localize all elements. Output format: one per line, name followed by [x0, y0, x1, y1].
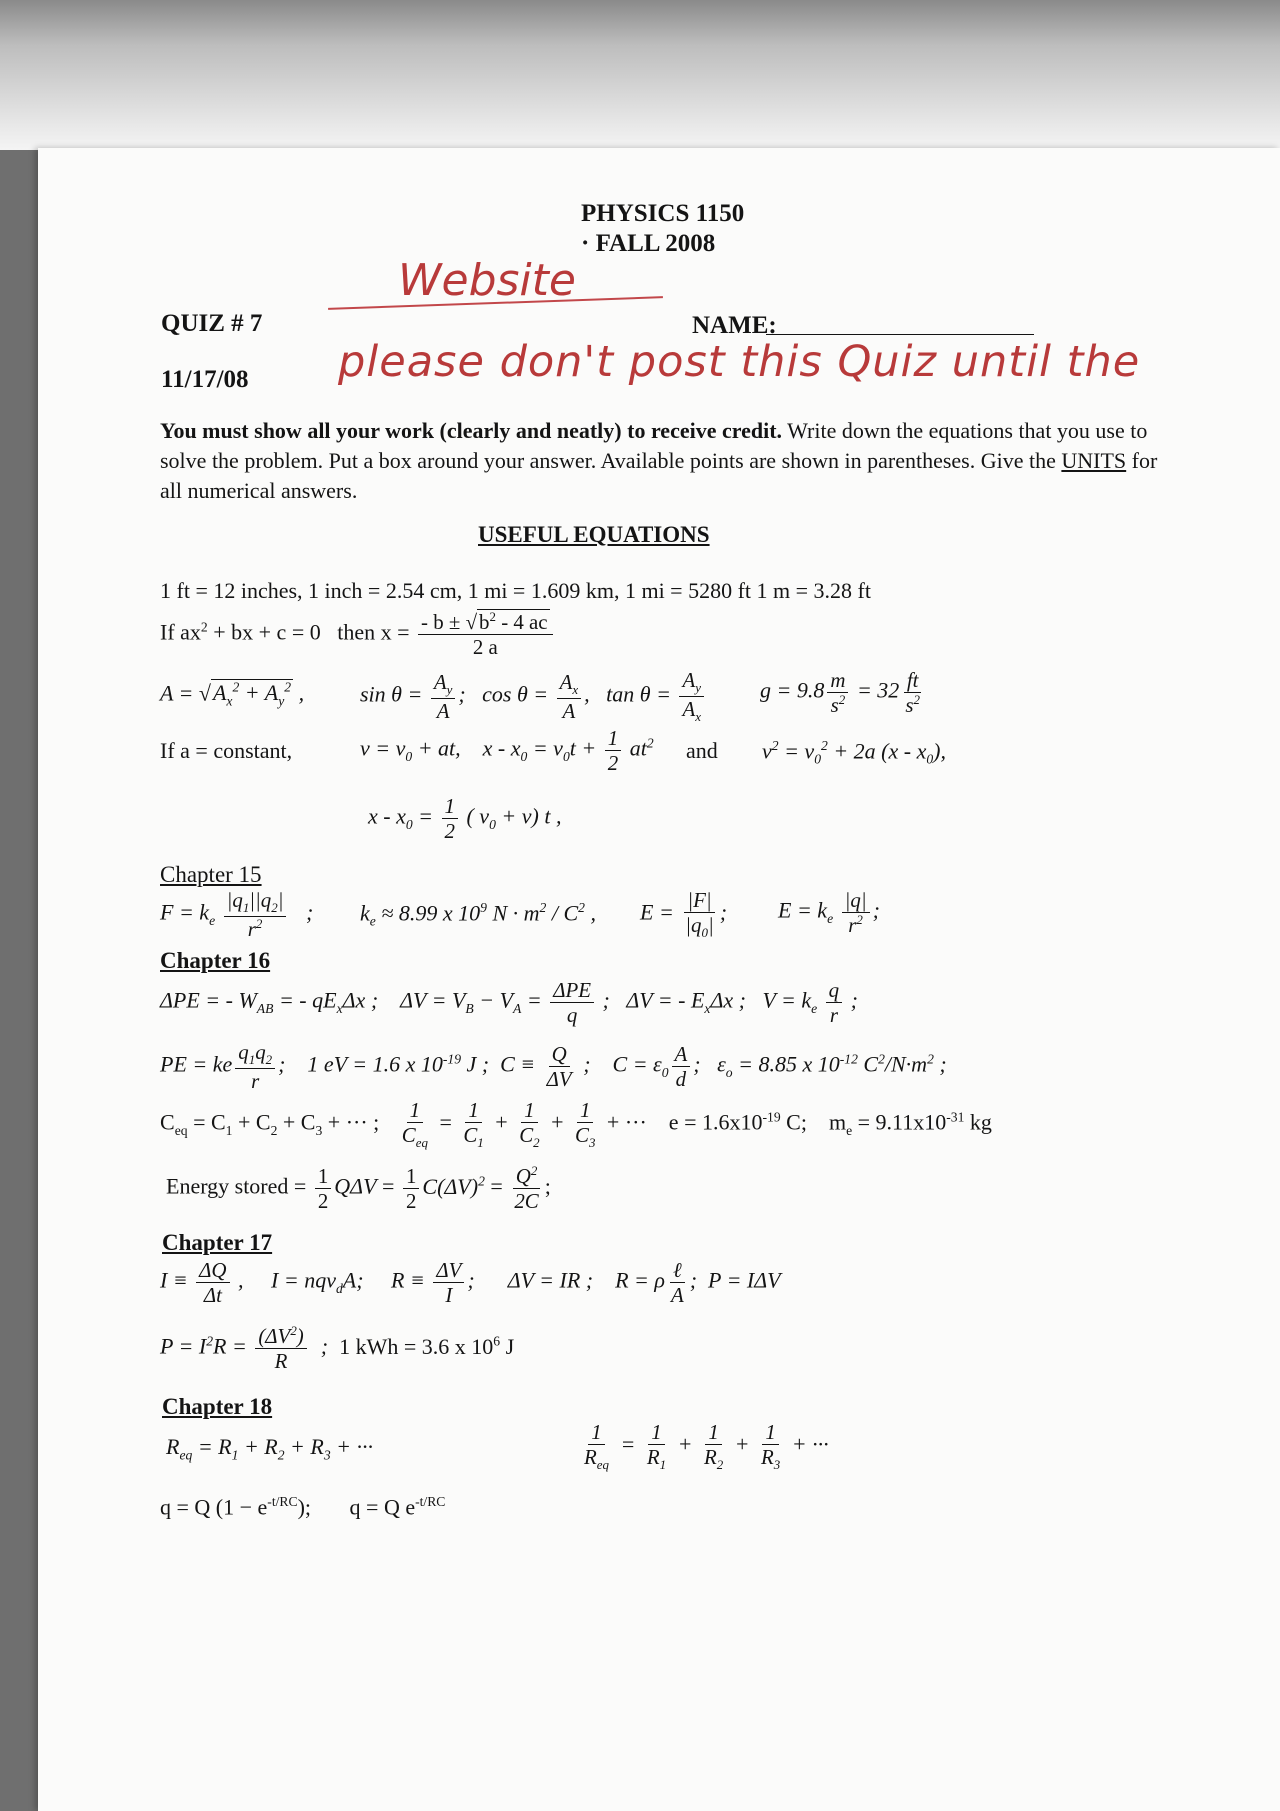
if-quad-text: If ax [160, 619, 201, 645]
velocity-squared-equation: $v^2 = v_0^2 + 2a$ $(x - x_0)$, [762, 738, 946, 767]
instructions-text1: Write down the equations that you use to solve the problem. Put a box around your answer. Available points are shown in parentheses. Give the [160, 418, 1148, 473]
capacitors-combination: $C_{eq} = C_1 + C_2 + C_3$ + ··· ; $\frac{1}{C_{eq}}$ = $\frac{1}{C_1}$ + $\frac{1}{C_2}$ + $\frac{1}{C_3}$ + ··· $e = 1.6x10^{-19}$ C; $m_e = 9.11x10^{-31}$ kg [160, 1098, 992, 1151]
kinematics-equations: $v = v_0$ + at, $x - x_0 = v_0t$ + $\frac{1}{2}$ $at^2$ [360, 726, 654, 776]
course-title: PHYSICS 1150 [581, 200, 745, 227]
resistors-parallel: $\frac{1}{R_{eq}}$ = $\frac{1}{R_1}$ + $\frac{1}{R_2}$ + $\frac{1}{R_3}$ + ··· [584, 1420, 829, 1473]
rc-charging-equations: q = Q $(1 - e^{-t/RC})$; q = Q $e^{-t/RC}$ [160, 1494, 446, 1520]
useful-equations-title: USEFUL EQUATIONS [478, 522, 710, 547]
gravity-equation: g = 9.8 $\frac{m}{s^2}$ = 32 $\frac{ft}{s^2}$ [760, 668, 920, 718]
coulomb-constant: $k_e \approx 8.99$ x $10^9$ $N \cdot m^2 / C^2$ , [360, 900, 596, 929]
then-text: then x = [337, 619, 410, 645]
and-text: and [686, 738, 718, 763]
term-text: FALL 2008 [595, 230, 716, 257]
scanner-background [0, 0, 1280, 150]
unit-conversions: 1 ft = 12 inches, 1 inch = 2.54 cm, 1 mi = 1.609 km, 1 mi = 5280 ft 1 m = 3.28 ft [160, 578, 871, 603]
electric-field-definition: E = $\frac{|F|}{|q_0|}$ ; [640, 888, 728, 941]
quiz-number: QUIZ # 7 [161, 310, 263, 337]
instructions [160, 416, 1160, 506]
term [581, 230, 715, 259]
name-label: NAME: [692, 312, 777, 339]
handwritten-website: Website [398, 255, 576, 306]
handwritten-note: please don't post this Quiz until the [338, 337, 1141, 387]
if-const-text: If a = constant, [160, 738, 293, 763]
instructions-text2: for all numerical answers. [160, 448, 1158, 503]
energy-stored-equation: Energy stored = $\frac{1}{2}$ QΔV = $\frac{1}{2}$ $C(\Delta V)^2$ = $\frac{Q^2}{2C}$ ; [166, 1163, 551, 1214]
constant-acceleration-label [160, 738, 292, 763]
instructions-bold: You must show all your work (clearly and neatly) to receive credit. [160, 418, 783, 443]
term-dot: · [581, 230, 596, 257]
current-equations: I ≡ $\frac{\Delta Q}{\Delta t}$ , I = nqv$_d$A; R ≡ $\frac{\Delta V}{I}$ ; ΔV = IR ; R = ρ $\frac{\text{ℓ}}{A}$ ; P = IΔV [160, 1258, 781, 1308]
power-equation: $P = I^2R$ = $\frac{(\Delta V^2)}{R}$ ; 1 kWh = 3.6 x $10^6$ J [160, 1323, 515, 1374]
coulombs-law: $F = k_e$ $\frac{|q_1||q_2|}{r^2}$ ; [160, 888, 314, 942]
quadratic-formula: If $ax^2$ + bx + c = 0 then x = $\frac{- b \pm √b^2 - 4 ac}{2 a}$ [160, 610, 556, 659]
capacitance-equations: PE = ke $\frac{q_1q_2}{r}$ ; 1 eV = 1.6 x $10^{-19}$ J ; C ≡ $\frac{Q}{\Delta V}$ ; $C = \varepsilon_0$ $\frac{A}{d}$ ; $\varepsilon_o = 8.85$ x $10^{-12}$ $C^2/N\cdot m^2$ ; [160, 1040, 947, 1094]
quiz-page [38, 148, 1280, 1811]
name-line [766, 334, 1034, 335]
chapter-16-heading: Chapter 16 [160, 948, 271, 973]
trig-equations: sin θ = $\frac{A_y}{A}$ ; cos θ = $\frac{A_x}{A}$ , tan θ = $\frac{A_y}{A_x}$ [360, 668, 707, 725]
point-charge-field: $E = k_e$ $\frac{|q|}{r^2}$ ; [778, 888, 880, 938]
vector-magnitude: $A = √A_x^2 + A_y^2$ , [160, 680, 305, 709]
quiz-date: 11/17/08 [161, 366, 249, 393]
energy-stored-text: Energy stored = [166, 1173, 307, 1199]
chapter-15-heading: Chapter 15 [160, 862, 262, 887]
chapter-17-heading: Chapter 17 [162, 1230, 273, 1255]
chapter-18-heading: Chapter 18 [162, 1394, 273, 1419]
instructions-units: UNITS [1061, 448, 1127, 473]
resistors-series: $R_{eq} = R_1 + R_2 + R_3$ + ··· [166, 1434, 374, 1463]
potential-energy-change: ΔPE = - $W_{AB}$ = - $qE_x\Delta x$ ; $\Delta V = V_B - V_A$ = $\frac{\text{ΔPE}}{q}$ ; ΔV = - $E_x\Delta x$ ; $V = k_e$ $\frac{q}{r}$ ; [160, 978, 858, 1028]
average-velocity-equation: x - $x_0$ = $\frac{1}{2}$ ( $v_0 + v$) t , [368, 794, 562, 844]
